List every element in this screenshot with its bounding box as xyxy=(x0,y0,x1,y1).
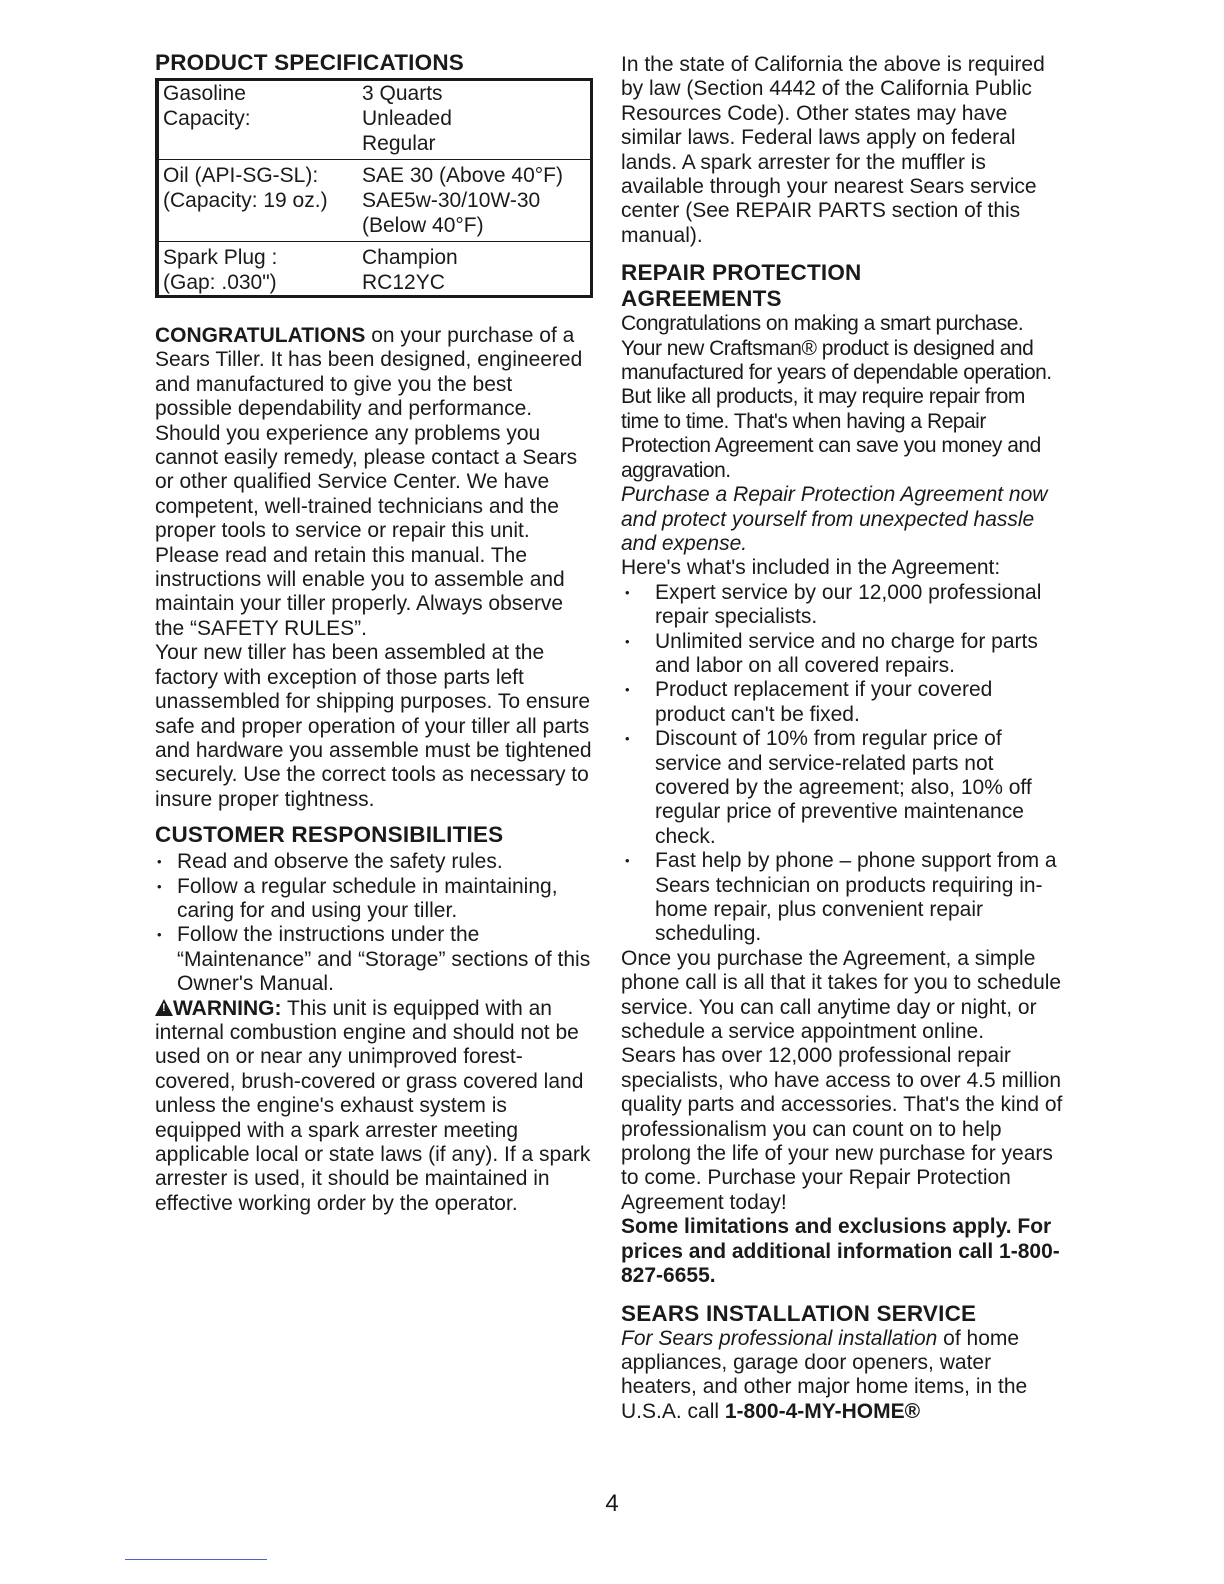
manual-paragraph: Please read and retain this manual. The instructions will enable you to assemble and maintain your tiller properly. Always observe the “SAFETY RULES”. xyxy=(155,543,565,640)
installation-paragraph xyxy=(621,1327,1066,1425)
spec-row xyxy=(157,80,592,107)
installation-service-heading: SEARS INSTALLATION SERVICE xyxy=(621,1300,977,1326)
repair-italic-paragraph: Purchase a Repair Protection Agreement now and protect yourself from unexpected hassle and expense. xyxy=(621,483,1048,555)
list-item xyxy=(621,849,1066,947)
warning-label: WARNING: xyxy=(173,996,282,1020)
spec-label: (Capacity: 19 oz.) xyxy=(163,189,328,212)
customer-responsibilities-heading: CUSTOMER RESPONSIBILITIES xyxy=(155,822,504,848)
spec-value: (Below 40°F) xyxy=(358,213,592,242)
repair-heading-line1: REPAIR PROTECTION xyxy=(621,260,862,286)
spec-row xyxy=(157,270,592,297)
spec-row xyxy=(157,213,592,242)
spec-row xyxy=(157,131,592,160)
spec-label: Spark Plug : xyxy=(163,246,278,269)
agreement-benefits-list xyxy=(621,581,1066,947)
list-item-text: Unlimited service and no charge for parts and labor on all covered repairs. xyxy=(655,629,1038,677)
list-item-text: Follow the instructions under the “Maintenance” and “Storage” sections of this Owner's Manual. xyxy=(177,923,591,996)
service-paragraph: Should you experience any problems you cannot easily remedy, please contact a Sears or other qualified Service Center. We have competent, well-trained technicians and the proper tools to service or repair this unit. xyxy=(155,421,578,543)
spec-value: SAE5w-30/10W-30 xyxy=(362,189,541,212)
once-purchase-paragraph: Once you purchase the Agreement, a simple phone call is all that it takes for you to schedule service. You can call anytime day or night, or schedule a service appointment online. xyxy=(621,946,1062,1044)
bullet-icon: • xyxy=(625,682,630,698)
repair-protection-heading xyxy=(621,260,1066,312)
spec-label xyxy=(157,213,358,242)
customer-responsibilities-list xyxy=(155,850,595,996)
warning-triangle-icon: ! xyxy=(155,999,173,1016)
spec-row xyxy=(157,160,592,189)
bullet-icon: • xyxy=(625,731,630,747)
right-column xyxy=(621,53,1066,1424)
list-item xyxy=(155,923,595,996)
repair-heading-line2: AGREEMENTS xyxy=(621,286,782,312)
included-paragraph: Here's what's included in the Agreement: xyxy=(621,556,1001,580)
spec-row xyxy=(157,188,592,213)
bullet-icon: • xyxy=(625,853,630,869)
installation-text: of home appliances, garage door openers, water heaters, and other major home items, in the U.S.A. call xyxy=(621,1326,1028,1423)
list-item-text: Read and observe the safety rules. xyxy=(177,850,503,874)
installation-phone: 1-800-4-MY-HOME® xyxy=(724,1399,921,1423)
spec-label: Oil (API-SG-SL): xyxy=(163,164,319,187)
spec-label: (Gap: .030") xyxy=(163,271,277,294)
spec-value: RC12YC xyxy=(362,271,445,294)
list-item xyxy=(621,727,1066,849)
list-item-text: Discount of 10% from regular price of service and service-related parts not covered by the agreement; also, 10% off regular price of preventive maintenance check. xyxy=(655,727,1032,848)
congratulations-paragraph xyxy=(155,324,595,422)
bullet-icon: • xyxy=(157,878,162,894)
spec-label: Capacity: xyxy=(163,107,251,130)
spec-label: Gasoline xyxy=(163,82,246,105)
warning-paragraph xyxy=(155,997,595,1217)
assembly-paragraph: Your new tiller has been assembled at the factory with exception of those parts left unassembled for shipping purposes. To ensure safe and proper operation of your tiller all parts and hardware you assemble must be tightened securely. Use the correct tools as necessary to insure proper tightness. xyxy=(155,641,592,811)
list-item-text: Product replacement if your covered product can't be fixed. xyxy=(655,678,993,726)
list-item-text: Fast help by phone – phone support from a Sears technician on products requiring in-home repair, plus convenient repair scheduling. xyxy=(655,849,1057,946)
spec-label xyxy=(157,131,358,160)
list-item xyxy=(155,875,595,924)
repair-intro-paragraph: Congratulations on making a smart purchase. Your new Craftsman® product is designed and manufactured for years of dependable operation. But like all products, it may require repair from time to time. That's when having a Repair Protection Agreement can save you money and aggravation. xyxy=(621,312,1052,482)
list-item xyxy=(155,850,595,874)
product-specifications-heading: PRODUCT SPECIFICATIONS xyxy=(155,50,464,75)
spec-row xyxy=(157,106,592,131)
spec-value: SAE 30 (Above 40°F) xyxy=(362,164,563,187)
list-item-text: Expert service by our 12,000 professional repair specialists. xyxy=(655,580,1042,629)
left-column xyxy=(155,50,595,1216)
spec-value: 3 Quarts xyxy=(362,82,443,105)
spec-value: Unleaded xyxy=(362,107,452,130)
bullet-icon: • xyxy=(157,854,162,870)
spec-row xyxy=(157,242,592,271)
congratulations-lead: CONGRATULATIONS xyxy=(155,324,366,347)
bullet-icon: • xyxy=(157,927,162,943)
installation-italic: For Sears professional installation xyxy=(621,1326,938,1350)
spec-value: Champion xyxy=(362,246,458,269)
congratulations-text: on your purchase of a Sears Tiller. It has been designed, engineered and manufactured to give you the best possible dependability and performance. xyxy=(155,324,583,421)
limitations-note: Some limitations and exclusions apply. For prices and additional information call 1-800-827-6655. xyxy=(621,1215,1060,1288)
list-item xyxy=(621,630,1066,679)
bullet-icon: • xyxy=(625,633,630,649)
california-paragraph: In the state of California the above is required by law (Section 4442 of the California Public Resources Code). Other states may have similar laws. Federal laws apply on federal lands. A spark arrester for the muffler is available through your nearest Sears service center (See REPAIR PARTS section of this manual). xyxy=(621,53,1045,247)
list-item-text: Follow a regular schedule in maintaining, caring for and using your tiller. xyxy=(177,874,558,922)
bullet-icon: • xyxy=(625,584,630,600)
page-number: 4 xyxy=(605,1490,619,1517)
list-item xyxy=(621,678,1066,727)
footer-rule xyxy=(125,1559,267,1560)
sears-specialists-paragraph: Sears has over 12,000 professional repair specialists, who have access to over 4.5 million quality parts and accessories. That's the kind of professionalism you can count on to help prolong the life of your new purchase for years to come. Purchase your Repair Protection Agreement today! xyxy=(621,1044,1063,1214)
specifications-table xyxy=(155,78,593,298)
spec-value: Regular xyxy=(358,131,592,160)
warning-text: This unit is equipped with an internal combustion engine and should not be used on or near any unimproved forest-covered, brush-covered or grass covered land unless the engine's exhaust system is equipped with a spark arrester meeting applicable local or state laws (if any). If a spark arrester is used, it should be maintained in effective working order by the operator. xyxy=(155,996,591,1215)
list-item xyxy=(621,581,1066,630)
